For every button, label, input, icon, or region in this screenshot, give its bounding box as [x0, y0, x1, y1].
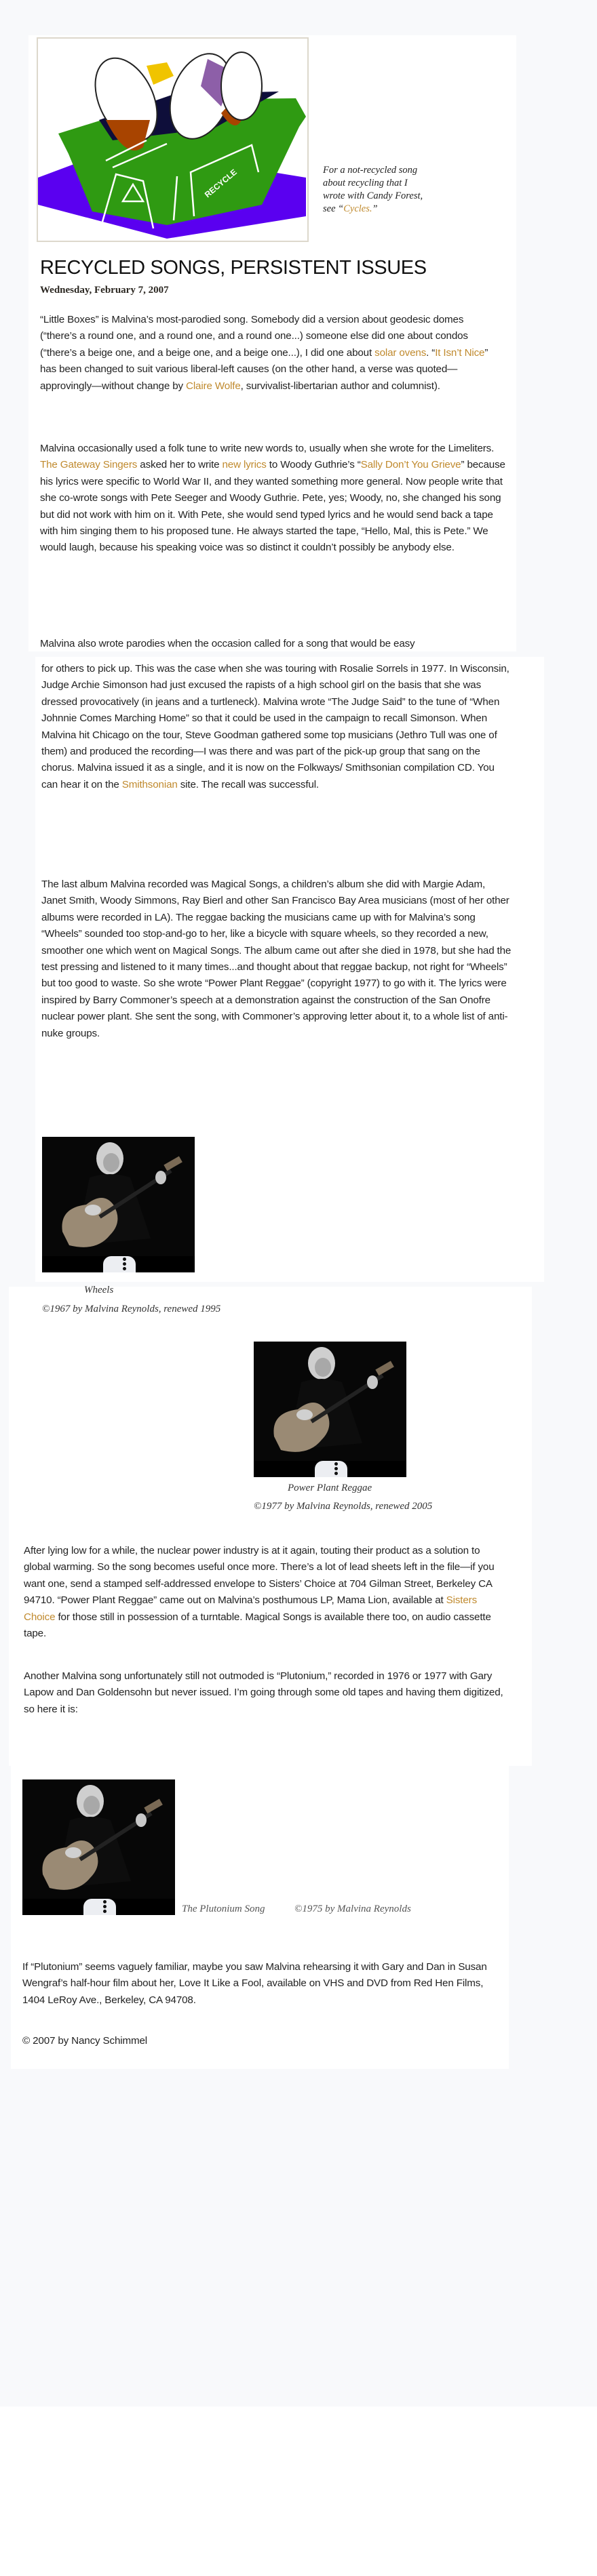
player-menu-button[interactable] [103, 1256, 136, 1272]
caption-line: wrote with Candy Forest, [323, 190, 423, 201]
cycles-link[interactable]: Cycles. [343, 203, 372, 214]
article-media-panel [9, 1287, 532, 1766]
caption-line: see “Cycles.” [323, 203, 378, 214]
smithsonian-link[interactable]: Smithsonian [121, 778, 178, 790]
wheels-title: Wheels [84, 1285, 114, 1295]
power-plant-reggae-title: Power Plant Reggae [288, 1483, 372, 1493]
article-header-panel [28, 35, 516, 651]
recycling-bin-image [37, 37, 309, 242]
solar-ovens-link[interactable]: solar ovens [374, 346, 427, 359]
paragraph-plutonium: Another Malvina song unfortunately still not outmoded is “Plutonium,” recorded in 1976 or 1977 with Gary Lapow and Dan Goldensohn but never issued. I’m going through some old tapes and having them digitized, so here it is: [24, 1670, 503, 1715]
svg-text:RECYCLE: RECYCLE [202, 167, 239, 200]
paragraph-folk-tunes: Malvina occasionally used a folk tune to write new words to, usually when she wrote for the Limeliters. The Gateway Singers asked her to write new lyrics to Woody Guthrie’s “Sally Don’t You Grieve” because his lyrics were specific to World War II, and they wanted something more general. Now people write that she co-wrote songs with Pete Seeger and Woody Guthrie. Pete, yes; Woody, no, she changed his song but did not work with him on it. With Pete, she would send typed lyrics and he would send back a tape with him singing them to his proposed tune. He always started the tape, “Hello, Mal, this is Pete.” We would laugh, because his speaking voice was so distinct it couldn’t possibly be anybody else. [40, 443, 505, 554]
article-footer-panel [11, 1766, 509, 2069]
more-vertical-icon [334, 1462, 338, 1476]
paragraph-magical-songs: The last album Malvina recorded was Magical Songs, a children’s album she did with Margie Adam, Janet Smith, Woody Simmons, Ray Bierl and other San Francisco Bay Area musicians (most of her other albums were recorded in LA). The reggae backing the musicians came up with for Malvina’s song “Wheels” sounded too stop-and-go to her, like a bicycle with square wheels, so they recorded a new, smoother one which went on Magical Songs. The album came out after she died in 1978, but she had the test pressing and listened to it many times...and thought about that reggae backup, not right for “Wheels” but too good to waste. So she wrote “Power Plant Reggae” (copyright 1977) to go with it. The lyrics were inspired by Barry Commoner’s speech at a demonstration against the construction of the San Onofre nuclear power plant. She sent the song, with Commoner’s approving letter about it, to a whole list of anti-nuke groups. [41, 879, 512, 1039]
plutonium-song-title: The Plutonium Song [182, 1904, 265, 1914]
recycle-bin-illustration [38, 39, 307, 241]
it-isnt-nice-link[interactable]: It Isn’t Nice [435, 346, 485, 359]
wheels-video-player[interactable] [42, 1137, 195, 1272]
footer-copyright: © 2007 by Nancy Schimmel [22, 2035, 148, 2047]
plutonium-song-video-player[interactable] [22, 1779, 175, 1915]
post-date: Wednesday, February 7, 2007 [40, 285, 169, 296]
paragraph-nuclear-industry: After lying low for a while, the nuclear power industry is at it again, touting their product as a solution to global warming. So the song becomes useful once more. There’s a lot of lead sheets left in the file—if you want one, send a stamped self-addressed envelope to Sisters’ Choice at 704 Gilman Street, Berkeley CA 94710. “Power Plant Reggae” came out on Malvina’s posthumous LP, Mama Lion, available at Sisters Choice for those still in possession of a turntable. Magical Songs is available there too, on audio cassette tape. [24, 1545, 495, 1640]
player-menu-button[interactable] [315, 1461, 347, 1477]
paragraph-parodies: for others to pick up. This was the case when she was touring with Rosalie Sorrels in 1977. In Wisconsin, Judge Archie Simonson had just excused the rapists of a high school girl on the basis that she was dressed provocatively (in jeans and a turtleneck). Malvina wrote “The Judge Said” to the tune of “When Johnnie Comes Marching Home” so that it could be used in the campaign to recall Simonson. When Malvina hit Chicago on the tour, Steve Goodman gathered some top musicians (Jethro Tull was one of them) and produced the recording—I was there and was part of the pick-up group that sang on the chorus. Malvina issued it as a single, and it is now on the Folkways/ Smithsonian compilation CD. You can hear it on the Smithsonian site. The recall was successful. [41, 663, 509, 790]
sally-dont-you-grieve-link[interactable]: Sally Don’t You Grieve [360, 459, 461, 471]
sisters-choice-link[interactable]: Sisters Choice [24, 1594, 478, 1623]
power-plant-reggae-credit: ©1977 by Malvina Reynolds, renewed 2005 [254, 1501, 433, 1512]
paragraph-little-boxes: “Little Boxes” is Malvina’s most-parodied song. Somebody did a version about geodesic domes (“there’s a round one, and a round one, and a round one...) someone else did one about condos (“there’s a beige one, and a beige one, and a beige one...), I did one about solar ovens. “It Isn’t Nice” has been changed to suit various liberal-left causes (on the other hand, a verse was quoted—approvingly—without change by Claire Wolfe, survivalist-libertarian author and columnist). [40, 314, 488, 392]
wheels-credit: ©1967 by Malvina Reynolds, renewed 1995 [42, 1304, 221, 1314]
gateway-singers-link[interactable]: The Gateway Singers [40, 459, 138, 471]
malvina-guitar-photo [254, 1342, 406, 1461]
more-vertical-icon [122, 1257, 126, 1271]
page-title: RECYCLED SONGS, PERSISTENT ISSUES [40, 257, 427, 279]
paragraph-love-it-like-a-fool: If “Plutonium” seems vaguely familiar, maybe you saw Malvina rehearsing it with Gary and Dan in Susan Wengraf’s half-hour film about her, Love It Like a Fool, available on VHS and DVD from Red Hen Films, 1404 LeRoy Ave., Berkeley, CA 94708. [22, 1961, 487, 2006]
paragraph-parodies-first-line: Malvina also wrote parodies when the occasion called for a song that would be easy [40, 638, 415, 649]
malvina-guitar-photo [42, 1137, 195, 1256]
caption-line: about recycling that I [323, 178, 408, 188]
player-menu-button[interactable] [83, 1899, 116, 1915]
plutonium-song-credit: ©1975 by Malvina Reynolds [294, 1904, 411, 1914]
new-lyrics-link[interactable]: new lyrics [222, 459, 267, 471]
power-plant-reggae-video-player[interactable] [254, 1342, 406, 1477]
hero-side-caption [323, 164, 445, 216]
article-body-panel [35, 657, 544, 1282]
malvina-guitar-photo [22, 1779, 175, 1899]
caption-line: For a not-recycled song [323, 165, 418, 176]
claire-wolfe-link[interactable]: Claire Wolfe [186, 380, 241, 392]
more-vertical-icon [102, 1900, 107, 1914]
